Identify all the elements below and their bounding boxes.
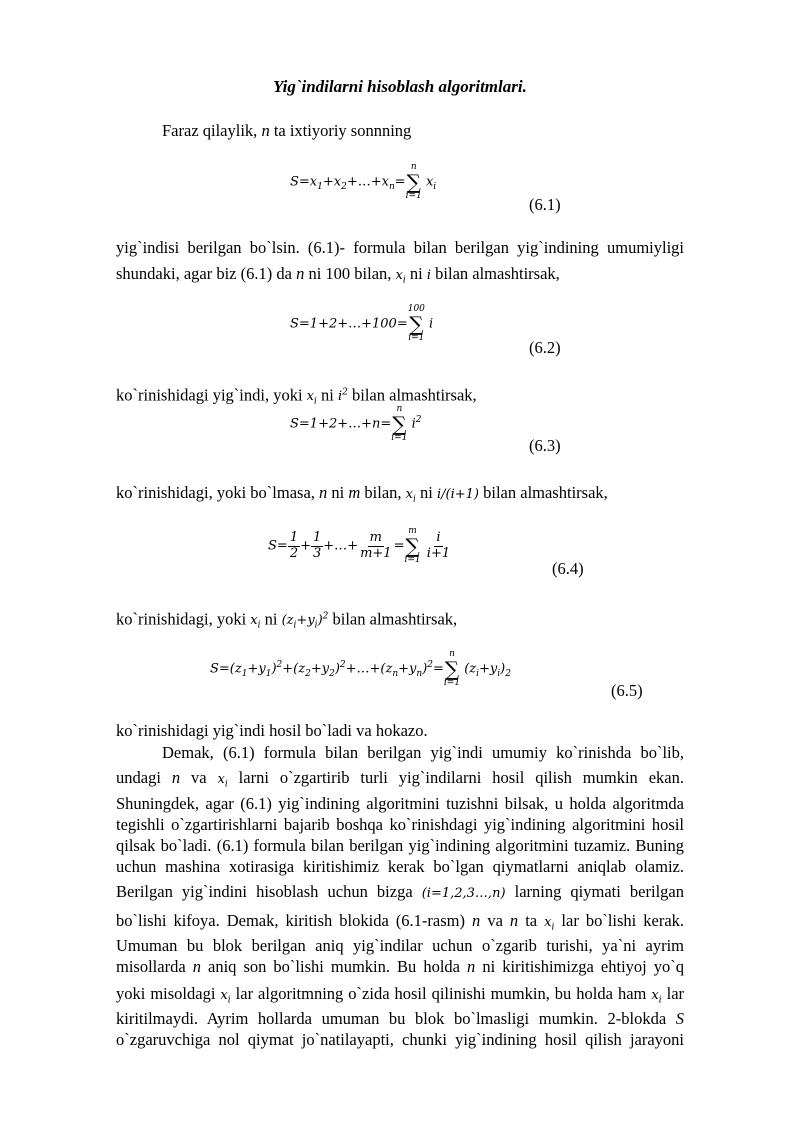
paragraph: Demak, (6.1) formula bilan berilgan yig`indi umumiy ko`rinishda bo`lib, xyxy=(162,743,684,762)
paragraph: uchun mashina xotirasiga kiritishimiz kerak bo`lgan qiymatlarni aniqlab olamiz. xyxy=(116,857,684,876)
equation-6-4: S= $\frac{1}{2}$ + $\frac{1}{3}$ +…+ $\frac{m}{m+1}$ = m ∑ i=1 $\frac{i}{i+1}$ xyxy=(268,526,451,565)
equation-number: (6.4) xyxy=(552,559,584,578)
paragraph: yig`indisi berilgan bo`lsin. (6.1)- formula bilan berilgan yig`indining umumiyligi xyxy=(116,238,684,257)
paragraph: ko`rinishidagi yig`indi hosil bo`ladi va hokazo. xyxy=(116,721,428,740)
paragraph: misollarda n aniq son bo`lishi mumkin. Bu holda n ni kiritishimizga ehtiyoj yo`q xyxy=(116,957,685,976)
page-title: Yig`indilarni hisoblash algoritmlari. xyxy=(273,77,527,96)
paragraph: tegishli o`zgartirishlarni bajarib boshqa ko`rinishdagi yig`indining algoritmini hosil xyxy=(116,815,684,834)
equation-6-5: $S=(z_1+y_1)^2+(z_2+y_2)^2+\dots+(z_n+y_n)^2=$ n ∑ i=1 $(z_i+y_i)_2$ xyxy=(210,649,511,688)
intro-line: Faraz qilaylik, n ta ixtiyoriy sonnning xyxy=(162,121,412,140)
equation-number: (6.2) xyxy=(529,338,561,357)
paragraph: ko`rinishidagi yig`indi, yoki $x_i$ ni $i^2$ bilan almashtirsak, xyxy=(116,385,477,407)
paragraph: Berilgan yig`indini hisoblash uchun bizga (i=1,2,3…,n) larning qiymati berilgan xyxy=(116,882,684,901)
paragraph: kiritilmaydi. Ayrim hollarda umuman bu blok bo`lmasligi mumkin. 2-blokda S xyxy=(116,1009,684,1028)
equation-6-1: $S=x_1+x_2+\dots+x_n=$ n ∑ i=1 $x_i$ xyxy=(290,162,437,201)
paragraph: ko`rinishidagi, yoki $x_i$ ni $(z_i+y_i)^2$ bilan almashtirsak, xyxy=(116,609,458,631)
paragraph: undagi n va $x_i$ larni o`zgartirib turli yig`indilarni hosil qilish mumkin ekan. xyxy=(116,768,685,790)
equation-6-2: S=1+2+…+100= 100 ∑ i=1 i xyxy=(290,304,434,343)
paragraph: Shuningdek, agar (6.1) yig`indining algoritmini tuzishni bilsak, u holda algoritmda xyxy=(116,794,684,813)
paragraph: Umuman bu blok berilgan aniq yig`indilar uchun o`zgarib turishi, ya`ni ayrim xyxy=(116,936,684,955)
equation-number: (6.5) xyxy=(611,681,643,700)
paragraph: qilsak bo`ladi. (6.1) formula bilan berilgan yig`indining algoritmini tuzamiz. Buning xyxy=(116,836,684,855)
paragraph: ko`rinishidagi, yoki bo`lmasa, n ni m bilan, $x_i$ ni i/(i+1) bilan almashtirsak, xyxy=(116,483,608,505)
paragraph: o`zgaruvchiga nol qiymat jo`natilayapti, chunki yig`indining hosil qilish jarayoni xyxy=(116,1030,684,1049)
equation-number: (6.3) xyxy=(529,436,561,455)
paragraph: yoki misoldagi $x_i$ lar algoritmning o`zida hosil qilinishi mumkin, bu holda ham $x_i$ lar xyxy=(116,984,685,1006)
paragraph: shundaki, agar biz (6.1) da n ni 100 bilan, $x_i$ ni i bilan almashtirsak, xyxy=(116,264,560,286)
equation-number: (6.1) xyxy=(529,195,561,214)
paragraph: bo`lishi kifoya. Demak, kiritish blokida (6.1-rasm) n va n ta $x_i$ lar bo`lishi kerak. xyxy=(116,911,685,933)
equation-6-3: S=1+2+…+n= n ∑ i=1 $i^2$ xyxy=(290,404,422,443)
